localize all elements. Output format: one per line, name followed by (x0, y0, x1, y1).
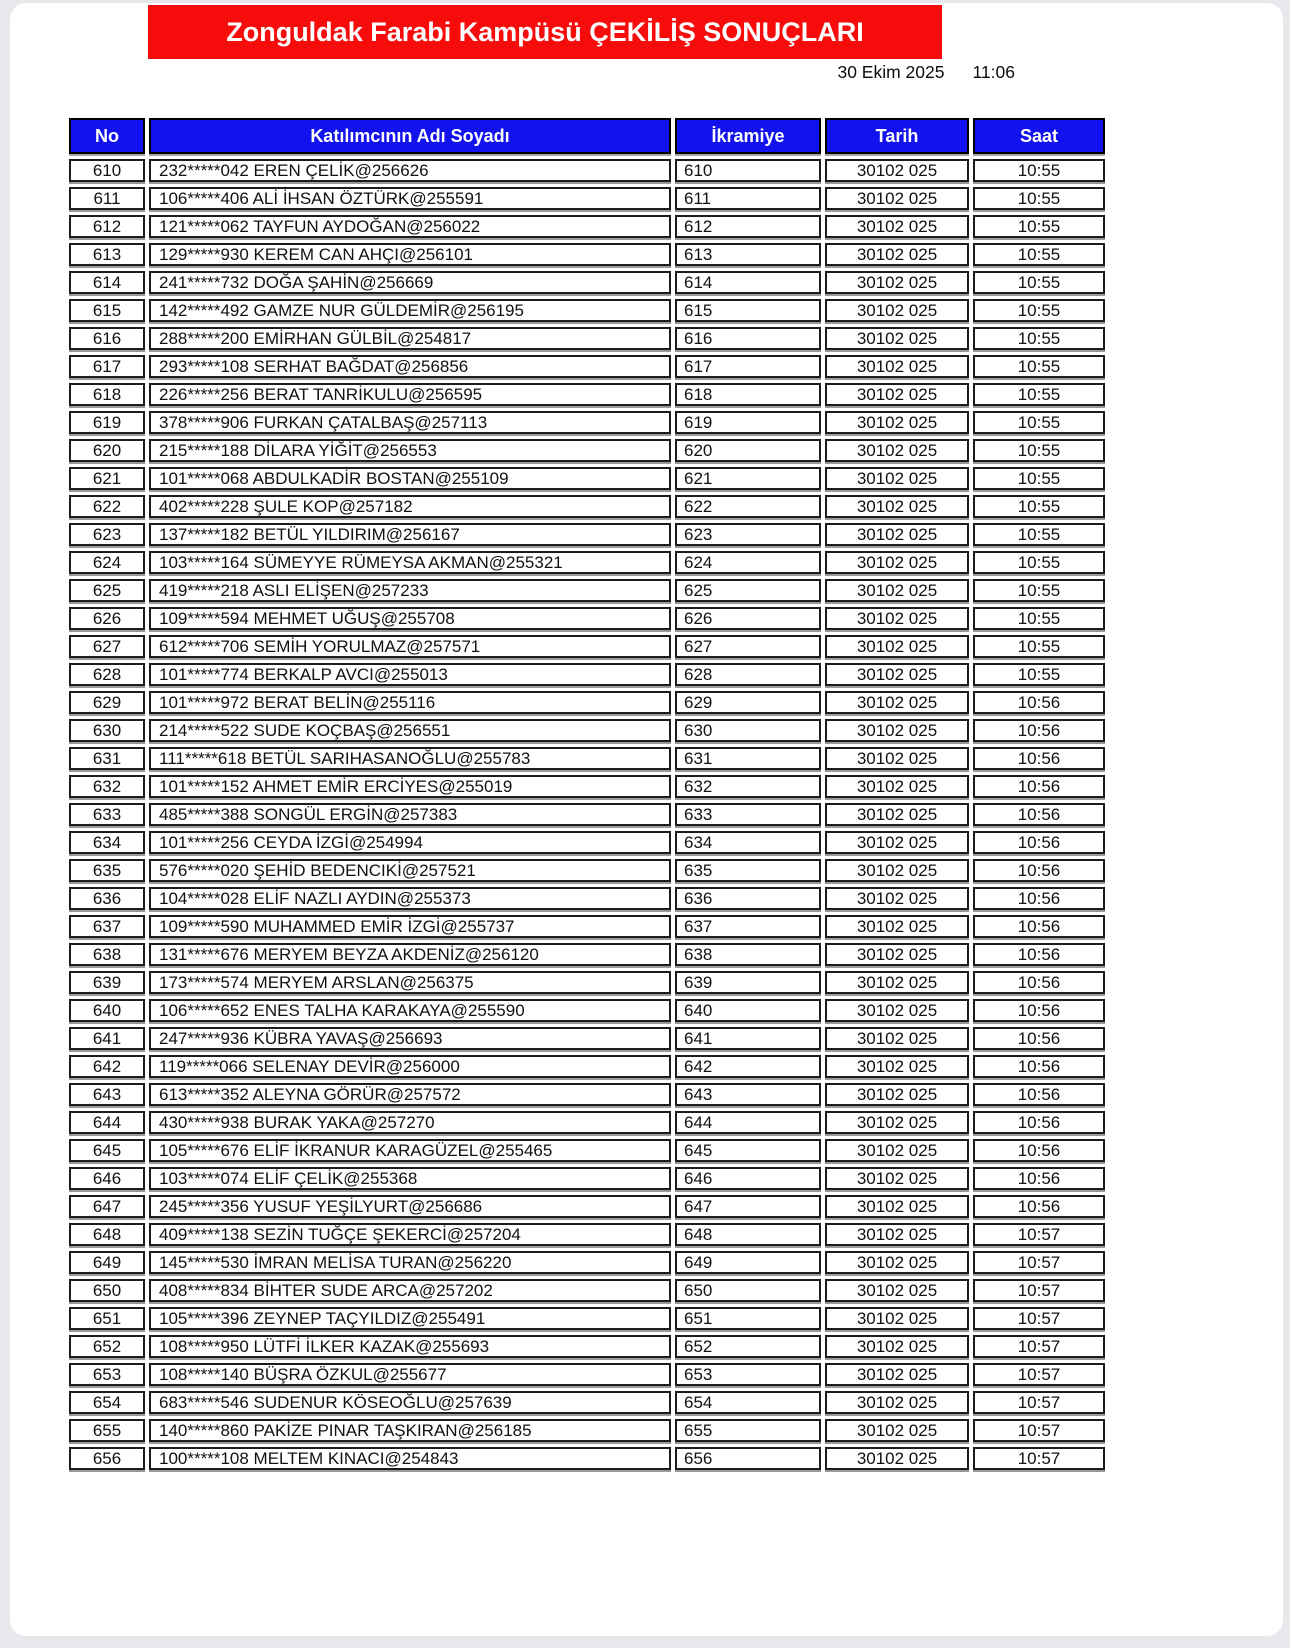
prize-cell: 614 (675, 271, 821, 294)
row-no-cell: 619 (69, 411, 145, 434)
row-no-cell: 621 (69, 467, 145, 490)
table-header (69, 118, 1105, 154)
time-cell: 10:55 (973, 355, 1105, 378)
table-row (69, 971, 1105, 994)
participant-cell: 613*****352 ALEYNA GÖRÜR@257572 (149, 1083, 671, 1106)
prize-cell: 641 (675, 1027, 821, 1050)
time-cell: 10:55 (973, 467, 1105, 490)
table-row (69, 439, 1105, 462)
table-row (69, 1279, 1105, 1302)
row-no-cell: 642 (69, 1055, 145, 1078)
participant-cell: 140*****860 PAKİZE PINAR TAŞKIRAN@256185 (149, 1419, 671, 1442)
table-row (69, 915, 1105, 938)
row-no-cell: 624 (69, 551, 145, 574)
date-cell: 30102 025 (825, 299, 969, 322)
date-cell: 30102 025 (825, 1279, 969, 1302)
header-time: Saat (973, 118, 1105, 154)
table-row (69, 999, 1105, 1022)
header-participant: Katılımcının Adı Soyadı (149, 118, 671, 154)
participant-cell: 408*****834 BİHTER SUDE ARCA@257202 (149, 1279, 671, 1302)
participant-cell: 106*****652 ENES TALHA KARAKAYA@255590 (149, 999, 671, 1022)
participant-cell: 683*****546 SUDENUR KÖSEOĞLU@257639 (149, 1391, 671, 1414)
report-time: 11:06 (972, 62, 1015, 82)
row-no-cell: 644 (69, 1111, 145, 1134)
prize-cell: 630 (675, 719, 821, 742)
time-cell: 10:56 (973, 859, 1105, 882)
participant-cell: 145*****530 İMRAN MELİSA TURAN@256220 (149, 1251, 671, 1274)
participant-cell: 103*****164 SÜMEYYE RÜMEYSA AKMAN@255321 (149, 551, 671, 574)
date-cell: 30102 025 (825, 607, 969, 630)
date-cell: 30102 025 (825, 859, 969, 882)
table-row (69, 159, 1105, 182)
prize-cell: 610 (675, 159, 821, 182)
prize-cell: 617 (675, 355, 821, 378)
header-prize: İkramiye (675, 118, 821, 154)
time-cell: 10:55 (973, 607, 1105, 630)
time-cell: 10:57 (973, 1307, 1105, 1330)
row-no-cell: 652 (69, 1335, 145, 1358)
prize-cell: 620 (675, 439, 821, 462)
time-cell: 10:55 (973, 495, 1105, 518)
table-row (69, 635, 1105, 658)
row-no-cell: 635 (69, 859, 145, 882)
row-no-cell: 610 (69, 159, 145, 182)
table-row (69, 607, 1105, 630)
time-cell: 10:56 (973, 747, 1105, 770)
time-cell: 10:55 (973, 411, 1105, 434)
row-no-cell: 639 (69, 971, 145, 994)
row-no-cell: 634 (69, 831, 145, 854)
table-row (69, 663, 1105, 686)
date-cell: 30102 025 (825, 1223, 969, 1246)
table-row (69, 1027, 1105, 1050)
row-no-cell: 627 (69, 635, 145, 658)
prize-cell: 612 (675, 215, 821, 238)
participant-cell: 214*****522 SUDE KOÇBAŞ@256551 (149, 719, 671, 742)
participant-cell: 232*****042 EREN ÇELİK@256626 (149, 159, 671, 182)
prize-cell: 633 (675, 803, 821, 826)
participant-cell: 142*****492 GAMZE NUR GÜLDEMİR@256195 (149, 299, 671, 322)
date-cell: 30102 025 (825, 943, 969, 966)
table-row (69, 495, 1105, 518)
table-row (69, 299, 1105, 322)
time-cell: 10:57 (973, 1447, 1105, 1470)
participant-cell: 103*****074 ELİF ÇELİK@255368 (149, 1167, 671, 1190)
date-cell: 30102 025 (825, 1335, 969, 1358)
date-cell: 30102 025 (825, 887, 969, 910)
table-row (69, 943, 1105, 966)
table-row (69, 467, 1105, 490)
date-cell: 30102 025 (825, 719, 969, 742)
time-cell: 10:56 (973, 1055, 1105, 1078)
row-no-cell: 648 (69, 1223, 145, 1246)
date-cell: 30102 025 (825, 1307, 969, 1330)
title-banner (148, 5, 942, 59)
date-cell: 30102 025 (825, 215, 969, 238)
time-cell: 10:55 (973, 299, 1105, 322)
row-no-cell: 643 (69, 1083, 145, 1106)
date-cell: 30102 025 (825, 187, 969, 210)
time-cell: 10:56 (973, 1111, 1105, 1134)
row-no-cell: 612 (69, 215, 145, 238)
table-row (69, 579, 1105, 602)
table-row (69, 327, 1105, 350)
row-no-cell: 629 (69, 691, 145, 714)
table-row (69, 831, 1105, 854)
participant-cell: 131*****676 MERYEM BEYZA AKDENİZ@256120 (149, 943, 671, 966)
date-cell: 30102 025 (825, 523, 969, 546)
prize-cell: 619 (675, 411, 821, 434)
row-no-cell: 616 (69, 327, 145, 350)
date-cell: 30102 025 (825, 243, 969, 266)
table-row (69, 1083, 1105, 1106)
participant-cell: 378*****906 FURKAN ÇATALBAŞ@257113 (149, 411, 671, 434)
row-no-cell: 654 (69, 1391, 145, 1414)
table-row (69, 1195, 1105, 1218)
prize-cell: 651 (675, 1307, 821, 1330)
time-cell: 10:57 (973, 1251, 1105, 1274)
prize-cell: 640 (675, 999, 821, 1022)
prize-cell: 631 (675, 747, 821, 770)
table-row (69, 1307, 1105, 1330)
row-no-cell: 632 (69, 775, 145, 798)
row-no-cell: 638 (69, 943, 145, 966)
time-cell: 10:57 (973, 1223, 1105, 1246)
participant-cell: 293*****108 SERHAT BAĞDAT@256856 (149, 355, 671, 378)
prize-cell: 652 (675, 1335, 821, 1358)
participant-cell: 247*****936 KÜBRA YAVAŞ@256693 (149, 1027, 671, 1050)
time-cell: 10:55 (973, 243, 1105, 266)
time-cell: 10:56 (973, 803, 1105, 826)
table-row (69, 859, 1105, 882)
time-cell: 10:56 (973, 1027, 1105, 1050)
results-body (69, 159, 1105, 1470)
participant-cell: 612*****706 SEMİH YORULMAZ@257571 (149, 635, 671, 658)
participant-cell: 101*****152 AHMET EMİR ERCİYES@255019 (149, 775, 671, 798)
time-cell: 10:56 (973, 971, 1105, 994)
participant-cell: 409*****138 SEZİN TUĞÇE ŞEKERCİ@257204 (149, 1223, 671, 1246)
document-page (10, 3, 1283, 1636)
table-row (69, 243, 1105, 266)
prize-cell: 626 (675, 607, 821, 630)
time-cell: 10:56 (973, 999, 1105, 1022)
date-cell: 30102 025 (825, 1251, 969, 1274)
date-cell: 30102 025 (825, 691, 969, 714)
time-cell: 10:55 (973, 551, 1105, 574)
date-cell: 30102 025 (825, 747, 969, 770)
time-cell: 10:57 (973, 1363, 1105, 1386)
prize-cell: 627 (675, 635, 821, 658)
table-row (69, 215, 1105, 238)
prize-cell: 629 (675, 691, 821, 714)
prize-cell: 624 (675, 551, 821, 574)
participant-cell: 226*****256 BERAT TANRİKULU@256595 (149, 383, 671, 406)
table-row (69, 187, 1105, 210)
date-cell: 30102 025 (825, 467, 969, 490)
date-cell: 30102 025 (825, 831, 969, 854)
date-cell: 30102 025 (825, 1419, 969, 1442)
date-cell: 30102 025 (825, 635, 969, 658)
row-no-cell: 620 (69, 439, 145, 462)
time-cell: 10:55 (973, 271, 1105, 294)
participant-cell: 173*****574 MERYEM ARSLAN@256375 (149, 971, 671, 994)
prize-cell: 653 (675, 1363, 821, 1386)
row-no-cell: 630 (69, 719, 145, 742)
prize-cell: 638 (675, 943, 821, 966)
time-cell: 10:56 (973, 691, 1105, 714)
results-table (65, 113, 1109, 1475)
time-cell: 10:55 (973, 187, 1105, 210)
table-row (69, 1167, 1105, 1190)
prize-cell: 616 (675, 327, 821, 350)
time-cell: 10:56 (973, 719, 1105, 742)
row-no-cell: 645 (69, 1139, 145, 1162)
row-no-cell: 653 (69, 1363, 145, 1386)
participant-cell: 430*****938 BURAK YAKA@257270 (149, 1111, 671, 1134)
date-cell: 30102 025 (825, 355, 969, 378)
prize-cell: 615 (675, 299, 821, 322)
row-no-cell: 617 (69, 355, 145, 378)
participant-cell: 111*****618 BETÜL SARIHASANOĞLU@255783 (149, 747, 671, 770)
row-no-cell: 646 (69, 1167, 145, 1190)
row-no-cell: 631 (69, 747, 145, 770)
prize-cell: 618 (675, 383, 821, 406)
date-cell: 30102 025 (825, 971, 969, 994)
participant-cell: 109*****590 MUHAMMED EMİR İZGİ@255737 (149, 915, 671, 938)
date-cell: 30102 025 (825, 1027, 969, 1050)
participant-cell: 419*****218 ASLI ELİŞEN@257233 (149, 579, 671, 602)
prize-cell: 623 (675, 523, 821, 546)
row-no-cell: 628 (69, 663, 145, 686)
table-row (69, 887, 1105, 910)
row-no-cell: 649 (69, 1251, 145, 1274)
date-cell: 30102 025 (825, 915, 969, 938)
row-no-cell: 614 (69, 271, 145, 294)
table-row (69, 1419, 1105, 1442)
date-cell: 30102 025 (825, 663, 969, 686)
participant-cell: 241*****732 DOĞA ŞAHİN@256669 (149, 271, 671, 294)
date-cell: 30102 025 (825, 1195, 969, 1218)
report-datetime (837, 62, 1015, 83)
row-no-cell: 636 (69, 887, 145, 910)
date-cell: 30102 025 (825, 579, 969, 602)
participant-cell: 137*****182 BETÜL YILDIRIM@256167 (149, 523, 671, 546)
row-no-cell: 623 (69, 523, 145, 546)
prize-cell: 635 (675, 859, 821, 882)
time-cell: 10:57 (973, 1335, 1105, 1358)
participant-cell: 108*****950 LÜTFİ İLKER KAZAK@255693 (149, 1335, 671, 1358)
row-no-cell: 625 (69, 579, 145, 602)
participant-cell: 104*****028 ELİF NAZLI AYDIN@255373 (149, 887, 671, 910)
prize-cell: 649 (675, 1251, 821, 1274)
time-cell: 10:57 (973, 1279, 1105, 1302)
date-cell: 30102 025 (825, 1363, 969, 1386)
date-cell: 30102 025 (825, 1083, 969, 1106)
date-cell: 30102 025 (825, 803, 969, 826)
participant-cell: 106*****406 ALİ İHSAN ÖZTÜRK@255591 (149, 187, 671, 210)
participant-cell: 119*****066 SELENAY DEVİR@256000 (149, 1055, 671, 1078)
date-cell: 30102 025 (825, 1447, 969, 1470)
table-row (69, 1335, 1105, 1358)
participant-cell: 129*****930 KEREM CAN AHÇI@256101 (149, 243, 671, 266)
prize-cell: 613 (675, 243, 821, 266)
participant-cell: 108*****140 BÜŞRA ÖZKUL@255677 (149, 1363, 671, 1386)
table-row (69, 1223, 1105, 1246)
date-cell: 30102 025 (825, 439, 969, 462)
table-row (69, 551, 1105, 574)
row-no-cell: 622 (69, 495, 145, 518)
prize-cell: 628 (675, 663, 821, 686)
table-row (69, 803, 1105, 826)
prize-cell: 611 (675, 187, 821, 210)
participant-cell: 121*****062 TAYFUN AYDOĞAN@256022 (149, 215, 671, 238)
time-cell: 10:57 (973, 1419, 1105, 1442)
time-cell: 10:56 (973, 1083, 1105, 1106)
table-row (69, 271, 1105, 294)
time-cell: 10:55 (973, 579, 1105, 602)
date-cell: 30102 025 (825, 411, 969, 434)
date-cell: 30102 025 (825, 1391, 969, 1414)
prize-cell: 632 (675, 775, 821, 798)
date-cell: 30102 025 (825, 383, 969, 406)
time-cell: 10:56 (973, 943, 1105, 966)
row-no-cell: 626 (69, 607, 145, 630)
participant-cell: 101*****068 ABDULKADİR BOSTAN@255109 (149, 467, 671, 490)
prize-cell: 636 (675, 887, 821, 910)
time-cell: 10:56 (973, 887, 1105, 910)
participant-cell: 245*****356 YUSUF YEŞİLYURT@256686 (149, 1195, 671, 1218)
prize-cell: 639 (675, 971, 821, 994)
participant-cell: 576*****020 ŞEHİD BEDENCIKİ@257521 (149, 859, 671, 882)
date-cell: 30102 025 (825, 1167, 969, 1190)
header-row (69, 118, 1105, 154)
row-no-cell: 615 (69, 299, 145, 322)
report-date: 30 Ekim 2025 (837, 62, 945, 82)
time-cell: 10:55 (973, 663, 1105, 686)
prize-cell: 642 (675, 1055, 821, 1078)
row-no-cell: 633 (69, 803, 145, 826)
time-cell: 10:56 (973, 775, 1105, 798)
row-no-cell: 651 (69, 1307, 145, 1330)
row-no-cell: 611 (69, 187, 145, 210)
table-row (69, 355, 1105, 378)
participant-cell: 105*****396 ZEYNEP TAÇYILDIZ@255491 (149, 1307, 671, 1330)
row-no-cell: 640 (69, 999, 145, 1022)
date-cell: 30102 025 (825, 495, 969, 518)
row-no-cell: 637 (69, 915, 145, 938)
table-row (69, 383, 1105, 406)
participant-cell: 109*****594 MEHMET UĞUŞ@255708 (149, 607, 671, 630)
time-cell: 10:55 (973, 635, 1105, 658)
date-cell: 30102 025 (825, 775, 969, 798)
time-cell: 10:56 (973, 1167, 1105, 1190)
table-row (69, 775, 1105, 798)
participant-cell: 100*****108 MELTEM KINACI@254843 (149, 1447, 671, 1470)
time-cell: 10:55 (973, 159, 1105, 182)
prize-cell: 656 (675, 1447, 821, 1470)
date-cell: 30102 025 (825, 271, 969, 294)
participant-cell: 288*****200 EMİRHAN GÜLBİL@254817 (149, 327, 671, 350)
participant-cell: 101*****774 BERKALP AVCI@255013 (149, 663, 671, 686)
participant-cell: 101*****256 CEYDA İZGİ@254994 (149, 831, 671, 854)
time-cell: 10:56 (973, 831, 1105, 854)
time-cell: 10:56 (973, 915, 1105, 938)
table-row (69, 1111, 1105, 1134)
participant-cell: 215*****188 DİLARA YİĞİT@256553 (149, 439, 671, 462)
prize-cell: 654 (675, 1391, 821, 1414)
header-no: No (69, 118, 145, 154)
prize-cell: 645 (675, 1139, 821, 1162)
prize-cell: 643 (675, 1083, 821, 1106)
prize-cell: 655 (675, 1419, 821, 1442)
table-row (69, 1447, 1105, 1470)
prize-cell: 621 (675, 467, 821, 490)
table-row (69, 1251, 1105, 1274)
time-cell: 10:55 (973, 439, 1105, 462)
prize-cell: 650 (675, 1279, 821, 1302)
row-no-cell: 641 (69, 1027, 145, 1050)
table-row (69, 1363, 1105, 1386)
prize-cell: 647 (675, 1195, 821, 1218)
date-cell: 30102 025 (825, 551, 969, 574)
date-cell: 30102 025 (825, 159, 969, 182)
table-row (69, 747, 1105, 770)
prize-cell: 637 (675, 915, 821, 938)
prize-cell: 648 (675, 1223, 821, 1246)
row-no-cell: 618 (69, 383, 145, 406)
table-row (69, 1139, 1105, 1162)
prize-cell: 646 (675, 1167, 821, 1190)
prize-cell: 644 (675, 1111, 821, 1134)
date-cell: 30102 025 (825, 327, 969, 350)
time-cell: 10:55 (973, 523, 1105, 546)
participant-cell: 402*****228 ŞULE KOP@257182 (149, 495, 671, 518)
time-cell: 10:55 (973, 383, 1105, 406)
table-row (69, 691, 1105, 714)
date-cell: 30102 025 (825, 1139, 969, 1162)
date-cell: 30102 025 (825, 1111, 969, 1134)
time-cell: 10:55 (973, 215, 1105, 238)
prize-cell: 622 (675, 495, 821, 518)
table-row (69, 1391, 1105, 1414)
time-cell: 10:56 (973, 1139, 1105, 1162)
time-cell: 10:56 (973, 1195, 1105, 1218)
page-title: Zonguldak Farabi Kampüsü ÇEKİLİŞ SONUÇLARI (226, 16, 864, 47)
participant-cell: 101*****972 BERAT BELİN@255116 (149, 691, 671, 714)
table-row (69, 719, 1105, 742)
table-row (69, 411, 1105, 434)
row-no-cell: 655 (69, 1419, 145, 1442)
header-date: Tarih (825, 118, 969, 154)
prize-cell: 625 (675, 579, 821, 602)
date-cell: 30102 025 (825, 999, 969, 1022)
participant-cell: 485*****388 SONGÜL ERGİN@257383 (149, 803, 671, 826)
row-no-cell: 613 (69, 243, 145, 266)
date-cell: 30102 025 (825, 1055, 969, 1078)
time-cell: 10:57 (973, 1391, 1105, 1414)
table-row (69, 523, 1105, 546)
time-cell: 10:55 (973, 327, 1105, 350)
table-row (69, 1055, 1105, 1078)
row-no-cell: 656 (69, 1447, 145, 1470)
row-no-cell: 647 (69, 1195, 145, 1218)
row-no-cell: 650 (69, 1279, 145, 1302)
participant-cell: 105*****676 ELİF İKRANUR KARAGÜZEL@255465 (149, 1139, 671, 1162)
prize-cell: 634 (675, 831, 821, 854)
